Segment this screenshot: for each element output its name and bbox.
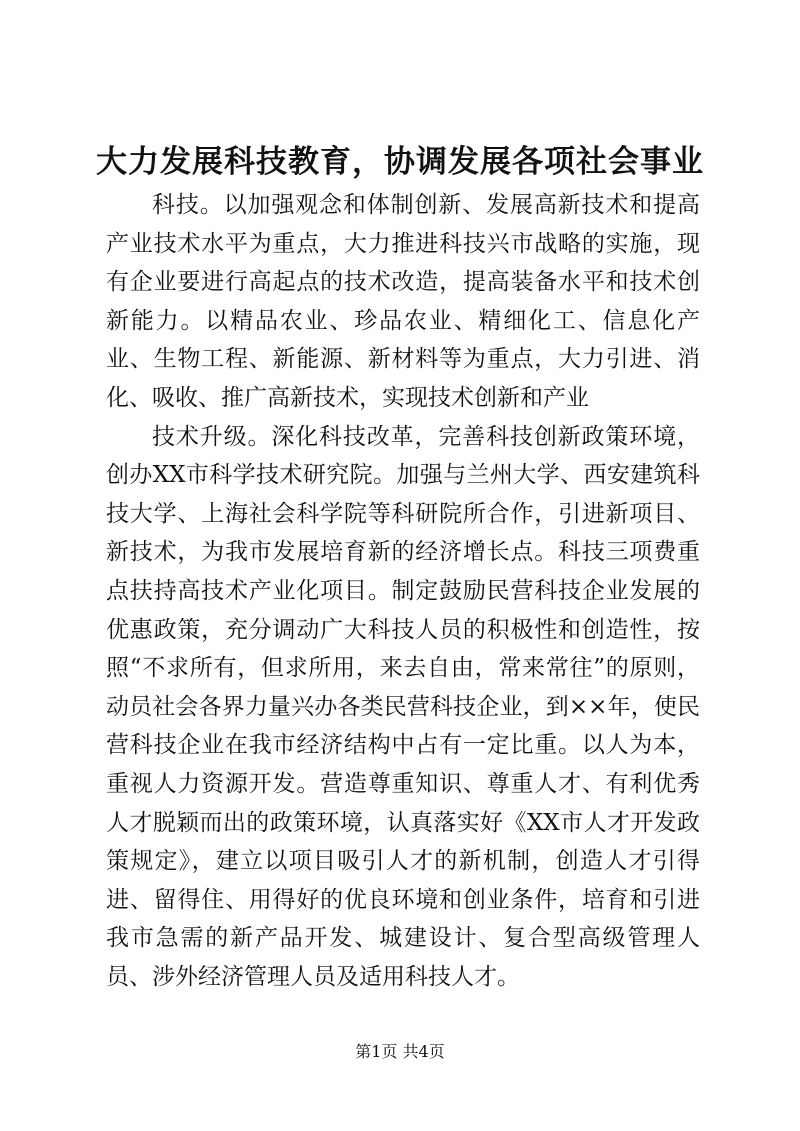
document-title: 大力发展科技教育，协调发展各项社会事业: [96, 144, 704, 180]
document-body: [106, 186, 700, 996]
paragraph-2: 技术升级。深化科技改革，完善科技创新政策环境，创办XX市科学技术研究院。加强与兰州大学、西安建筑科技大学、上海社会科学院等科研院所合作，引进新项目、新技术，为我市发展培育新的经济增长点。科技三项费重点扶持高技术产业化项目。制定鼓励民营科技企业发展的优惠政策，充分调动广大科技人员的积极性和创造性，按照“不求所有，但求所用，来去自由，常来常往”的原则，动员社会各界力量兴办各类民营科技企业，到××年，使民营科技企业在我市经济结构中占有一定比重。以人为本，重视人力资源开发。营造尊重知识、尊重人才、有利优秀人才脱颖而出的政策环境，认真落实好《XX市人才开发政策规定》，建立以项目吸引人才的新机制，创造人才引得进、留得住、用得好的优良环境和创业条件，培育和引进我市急需的新产品开发、城建设计、复合型高级管理人员、涉外经济管理人员及适用科技人才。: [106, 423, 700, 990]
paragraph-1: 科技。以加强观念和体制创新、发展高新技术和提高产业技术水平为重点，大力推进科技兴市战略的实施，现有企业要进行高起点的技术改造，提高装备水平和技术创新能力。以精品农业、珍品农业、精细化工、信息化产业、生物工程、新能源、新材料等为重点，大力引进、消化、吸收、推广高新技术，实现技术创新和产业: [106, 192, 700, 411]
page-indicator: 第1页 共4页: [355, 1042, 445, 1061]
